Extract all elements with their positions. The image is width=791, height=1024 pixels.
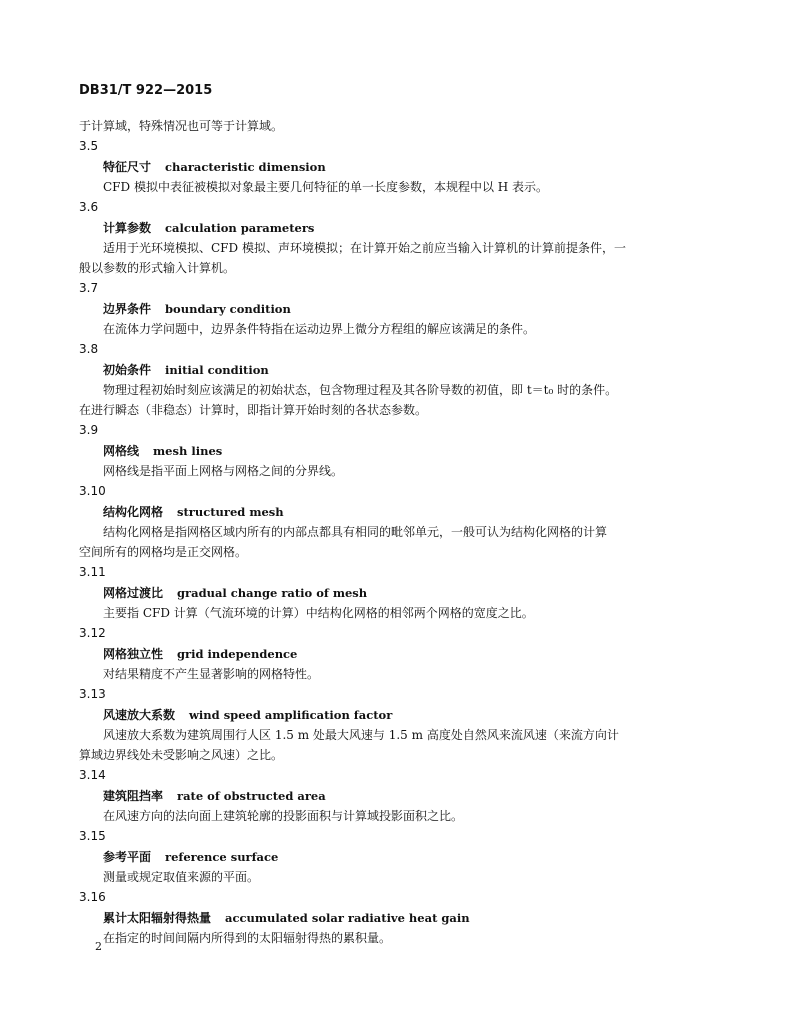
definition-text: 算域边界线处未受影响之风速）之比。 (79, 748, 284, 762)
term-section (79, 684, 645, 765)
definition-text: 在进行瞬态（非稳态）计算时，即指计算开始时刻的各状态参数。 (79, 403, 428, 417)
term-chinese: 结构化网格 (103, 505, 164, 519)
term-chinese: 网格过渡比 (103, 586, 164, 600)
term-section (79, 826, 645, 887)
term-heading (79, 582, 645, 603)
term-definitions (79, 136, 645, 948)
term-chinese: 参考平面 (103, 850, 152, 864)
definition-text: 般以参数的形式输入计算机。 (79, 261, 236, 275)
definition-text: 在风速方向的法向面上建筑轮廓的投影面积与计算域投影面积之比。 (103, 809, 464, 823)
term-english: wind speed amplification factor (189, 708, 393, 722)
term-section (79, 887, 645, 948)
section-number: 3.14 (79, 768, 106, 782)
definition-text: 对结果精度不产生显著影响的网格特性。 (103, 667, 320, 681)
document-body (79, 116, 645, 948)
term-section (79, 562, 645, 623)
definition-text: 在流体力学问题中，边界条件特指在运动边界上微分方程组的解应该满足的条件。 (103, 322, 536, 336)
definition-text: 网格线是指平面上网格与网格之间的分界线。 (103, 464, 344, 478)
term-chinese: 初始条件 (103, 363, 152, 377)
term-heading (79, 785, 645, 806)
term-heading (79, 704, 645, 725)
continuation-text: 于计算域，特殊情况也可等于计算域。 (79, 119, 284, 133)
term-section (79, 197, 645, 278)
definition-text: 适用于光环境模拟、CFD 模拟、声环境模拟；在计算开始之前应当输入计算机的计算前提条件，一 (103, 241, 626, 255)
term-heading (79, 217, 645, 238)
section-number: 3.15 (79, 829, 106, 843)
term-english: characteristic dimension (165, 160, 326, 174)
term-heading (79, 846, 645, 867)
term-chinese: 网格独立性 (103, 647, 164, 661)
term-english: gradual change ratio of mesh (177, 586, 368, 600)
section-number: 3.7 (79, 281, 99, 295)
term-heading (79, 440, 645, 461)
term-heading (79, 907, 645, 928)
term-chinese: 累计太阳辐射得热量 (103, 911, 212, 925)
term-chinese: 建筑阻挡率 (103, 789, 164, 803)
definition-text: 主要指 CFD 计算（气流环境的计算）中结构化网格的相邻两个网格的宽度之比。 (103, 606, 534, 620)
page-number: 2 (95, 940, 102, 953)
term-section (79, 278, 645, 339)
term-section (79, 765, 645, 826)
term-english: structured mesh (177, 505, 284, 519)
term-chinese: 边界条件 (103, 302, 152, 316)
definition-text: 物理过程初始时刻应该满足的初始状态，包含物理过程及其各阶导数的初值，即 t＝t₀ 时的条件。 (103, 383, 618, 397)
term-section (79, 339, 645, 420)
term-english: reference surface (165, 850, 279, 864)
section-number: 3.8 (79, 342, 99, 356)
term-chinese: 网格线 (103, 444, 140, 458)
section-number: 3.5 (79, 139, 99, 153)
term-heading (79, 643, 645, 664)
term-section (79, 481, 645, 562)
term-english: mesh lines (153, 444, 223, 458)
term-section (79, 136, 645, 197)
definition-text: 在指定的时间间隔内所得到的太阳辐射得热的累积量。 (103, 931, 392, 945)
term-chinese: 风速放大系数 (103, 708, 176, 722)
standard-code-header: DB31/T 922—2015 (79, 83, 213, 98)
term-heading (79, 156, 645, 177)
section-number: 3.12 (79, 626, 106, 640)
section-number: 3.6 (79, 200, 99, 214)
definition-text: CFD 模拟中表征被模拟对象最主要几何特征的单一长度参数，本规程中以 H 表示。 (103, 180, 549, 194)
section-number: 3.11 (79, 565, 106, 579)
term-chinese: 计算参数 (103, 221, 152, 235)
definition-text: 空间所有的网格均是正交网格。 (79, 545, 248, 559)
term-english: initial condition (165, 363, 269, 377)
term-heading (79, 359, 645, 380)
term-heading (79, 298, 645, 319)
term-chinese: 特征尺寸 (103, 160, 152, 174)
section-number: 3.10 (79, 484, 106, 498)
definition-text: 风速放大系数为建筑周围行人区 1.5 m 处最大风速与 1.5 m 高度处自然风来流风速（来流方向计 (103, 728, 619, 742)
term-english: rate of obstructed area (177, 789, 326, 803)
definition-text: 测量或规定取值来源的平面。 (103, 870, 260, 884)
term-english: calculation parameters (165, 221, 315, 235)
term-heading (79, 501, 645, 522)
section-number: 3.9 (79, 423, 99, 437)
term-english: boundary condition (165, 302, 291, 316)
term-english: accumulated solar radiative heat gain (225, 911, 470, 925)
section-number: 3.16 (79, 890, 106, 904)
definition-text: 结构化网格是指网格区域内所有的内部点都具有相同的毗邻单元，一般可认为结构化网格的计算 (103, 525, 608, 539)
term-section (79, 623, 645, 684)
term-english: grid independence (177, 647, 298, 661)
term-section (79, 420, 645, 481)
section-number: 3.13 (79, 687, 106, 701)
